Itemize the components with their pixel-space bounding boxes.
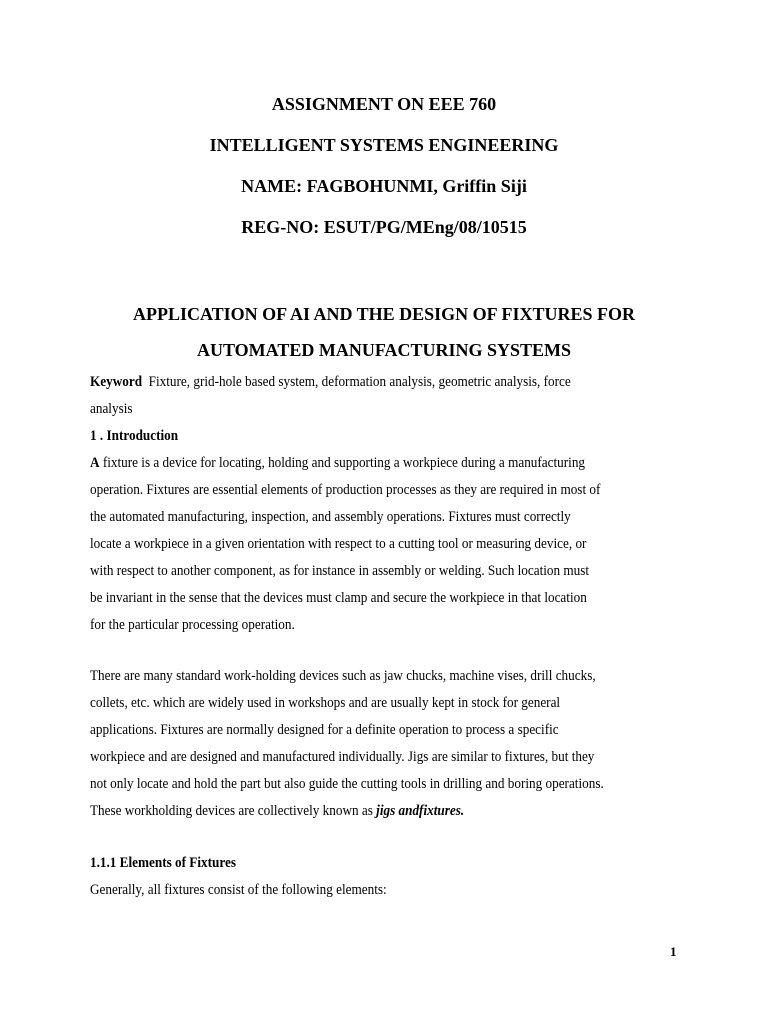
- paper-title-line-2: AUTOMATED MANUFACTURING SYSTEMS: [196, 340, 572, 360]
- elements-of-fixtures-section: [90, 850, 657, 904]
- student-name: NAME: FAGBOHUNMI, Griffin Siji: [241, 176, 527, 196]
- dropcap-letter: A: [90, 455, 100, 471]
- course-title: INTELLIGENT SYSTEMS ENGINEERING: [209, 135, 559, 155]
- para2-line-3: applications. Fixtures are normally designed for a definite operation to process a specific: [90, 722, 559, 738]
- paper-title-line-1: APPLICATION OF AI AND THE DESIGN OF FIXTURES FOR: [132, 304, 636, 324]
- keywords-line-1: Fixture, grid-hole based system, deformation analysis, geometric analysis, force: [148, 374, 571, 390]
- introduction-heading: 1 . Introduction: [90, 428, 179, 444]
- assignment-title: ASSIGNMENT ON EEE 760: [271, 94, 497, 114]
- intro-line-5: with respect to another component, as for instance in assembly or welding. Such location must: [90, 563, 590, 579]
- intro-line-7: for the particular processing operation.: [90, 617, 295, 633]
- section-1-1-1-heading: 1.1.1 Elements of Fixtures: [90, 855, 236, 871]
- para2-line-2: collets, etc. which are widely used in workshops and are usually kept in stock for general: [90, 695, 561, 711]
- intro-line-4: locate a workpiece in a given orientation with respect to a cutting tool or measuring device, or: [90, 536, 587, 552]
- para2-line-1: There are many standard work-holding devices such as jaw chucks, machine vises, drill chucks,: [90, 668, 596, 684]
- para2-line-6: These workholding devices are collectively known as: [90, 803, 377, 819]
- registration-number: REG-NO: ESUT/PG/MEng/08/10515: [241, 217, 527, 237]
- intro-line-3: the automated manufacturing, inspection, and assembly operations. Fixtures must correctly: [90, 509, 571, 525]
- introduction-section: [90, 423, 657, 639]
- page-number: 1: [670, 944, 677, 959]
- intro-line-1: fixture is a device for locating, holding and supporting a workpiece during a manufacturing: [99, 455, 586, 471]
- keywords-label: Keyword: [90, 374, 143, 390]
- section-1-1-1-text: Generally, all fixtures consist of the following elements:: [90, 882, 387, 898]
- para2-line-5: not only locate and hold the part but also guide the cutting tools in drilling and boring operations.: [90, 776, 604, 792]
- intro-line-2: operation. Fixtures are essential elements of production processes as they are required in most of: [90, 482, 601, 498]
- para2-line-4: workpiece and are designed and manufactured individually. Jigs are similar to fixtures, but they: [90, 749, 595, 765]
- keywords-line-2: analysis: [90, 401, 133, 417]
- introduction-paragraph-2: [90, 663, 657, 825]
- jigs-fixtures-term: jigs andfixtures.: [376, 803, 465, 819]
- intro-line-6: be invariant in the sense that the devices must clamp and secure the workpiece in that location: [90, 590, 587, 606]
- keywords-block: [90, 369, 657, 423]
